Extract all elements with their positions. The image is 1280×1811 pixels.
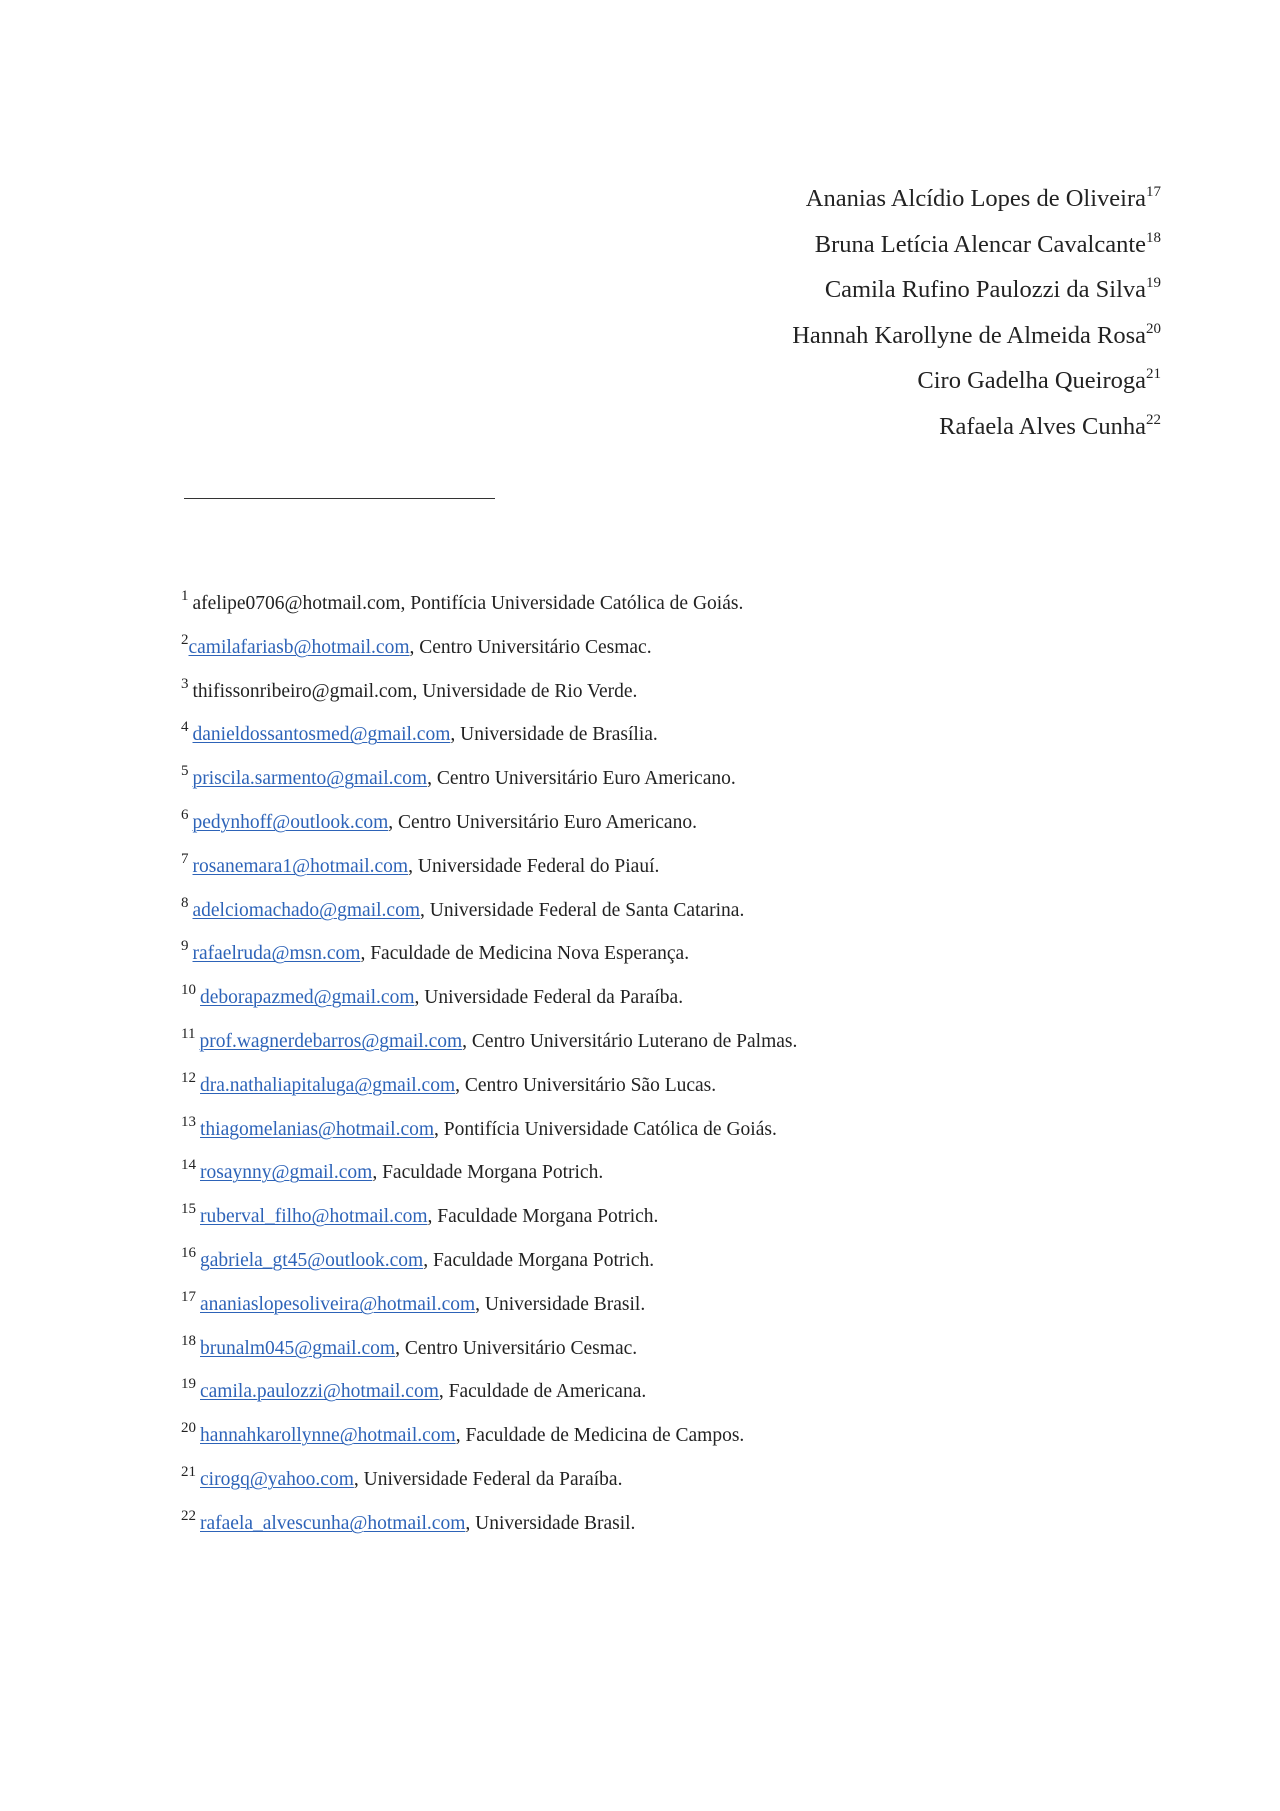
footnote-number: 15	[181, 1201, 196, 1218]
footnote	[181, 1371, 797, 1415]
footnote-affiliation: , Universidade de Rio Verde.	[412, 680, 638, 702]
footnote-email-link[interactable]: rafaela_alvescunha@hotmail.com	[200, 1512, 466, 1534]
footnote-affiliation: , Centro Universitário São Lucas.	[455, 1074, 717, 1096]
author-ref: 21	[1146, 366, 1161, 383]
author-name	[792, 360, 1161, 406]
author-ref: 17	[1146, 184, 1161, 200]
footnote-list	[181, 583, 797, 1547]
footnote-email-link[interactable]: adelciomachado@gmail.com	[192, 899, 420, 921]
footnote-number: 14	[181, 1157, 196, 1174]
author-name	[792, 178, 1161, 224]
footnote-affiliation: , Centro Universitário Cesmac.	[409, 636, 652, 658]
author-name-text: Hannah Karollyne de Almeida Rosa	[792, 321, 1146, 349]
footnote	[181, 1503, 797, 1547]
footnote-number: 5	[181, 763, 189, 780]
footnote	[181, 671, 797, 715]
footnote	[181, 1196, 797, 1240]
author-ref: 20	[1146, 320, 1161, 337]
footnote	[181, 933, 797, 977]
footnote-email-link[interactable]: cirogq@yahoo.com	[200, 1468, 354, 1490]
footnote-number: 21	[181, 1463, 196, 1480]
footnote	[181, 1109, 797, 1153]
author-name	[792, 224, 1161, 270]
footnote	[181, 1240, 797, 1284]
author-name-text: Camila Rufino Paulozzi da Silva	[824, 276, 1146, 304]
footnote-affiliation: , Faculdade Morgana Potrich.	[427, 1206, 659, 1228]
author-name-text: Bruna Letícia Alencar Cavalcante	[814, 230, 1146, 258]
footnote-email-link[interactable]: ananiaslopesoliveira@hotmail.com	[200, 1293, 476, 1315]
footnote-affiliation: , Centro Universitário Euro Americano.	[427, 768, 736, 790]
footnote-number: 17	[181, 1288, 196, 1305]
footnote	[181, 627, 797, 671]
footnote-number: 9	[181, 938, 189, 955]
footnote-affiliation: , Universidade Brasil.	[465, 1512, 636, 1534]
footnote-email-link[interactable]: rosaynny@gmail.com	[200, 1162, 373, 1184]
footnote-number: 20	[181, 1420, 196, 1437]
author-name	[792, 269, 1161, 315]
footnote	[181, 758, 797, 802]
author-name-text: Ananias Alcídio Lopes de Oliveira	[805, 185, 1146, 212]
footnote-number: 11	[181, 1025, 196, 1042]
author-list	[792, 178, 1161, 452]
footnote-email-link[interactable]: prof.wagnerdebarros@gmail.com	[199, 1030, 463, 1052]
footnote-email-link[interactable]: thiagomelanias@hotmail.com	[200, 1118, 435, 1140]
author-ref: 19	[1146, 275, 1161, 292]
footnote-number: 8	[181, 894, 189, 911]
footnote-affiliation: , Universidade Brasil.	[475, 1293, 646, 1315]
footnote-affiliation: , Centro Universitário Euro Americano.	[388, 811, 697, 833]
footnote-affiliation: , Universidade Federal do Piauí.	[408, 855, 660, 877]
footnote	[181, 1328, 797, 1372]
footnote	[181, 802, 797, 846]
author-ref: 22	[1146, 411, 1161, 428]
footnote	[181, 583, 797, 627]
author-name	[792, 406, 1161, 452]
footnote-affiliation: , Universidade de Brasília.	[450, 724, 658, 746]
footnote	[181, 1065, 797, 1109]
footnote-affiliation: , Faculdade de Medicina de Campos.	[455, 1425, 745, 1447]
footnote-email-link[interactable]: pedynhoff@outlook.com	[192, 811, 389, 833]
footnote-affiliation: , Universidade Federal de Santa Catarina.	[420, 899, 745, 921]
footnote-number: 13	[181, 1113, 196, 1130]
footnote-affiliation: , Pontifícia Universidade Católica de Goiás.	[400, 593, 744, 614]
footnote-affiliation: , Universidade Federal da Paraíba.	[414, 987, 684, 1009]
footnote-email: thifissonribeiro@gmail.com	[192, 680, 413, 702]
footnote-email-link[interactable]: ruberval_filho@hotmail.com	[200, 1206, 428, 1228]
author-ref: 18	[1146, 229, 1161, 246]
footnote-email-link[interactable]: camilafariasb@hotmail.com	[188, 636, 410, 658]
footnote-number: 3	[181, 675, 189, 692]
footnote-affiliation: , Pontifícia Universidade Católica de Goiás.	[434, 1118, 777, 1140]
footnote-email-link[interactable]: camila.paulozzi@hotmail.com	[200, 1381, 439, 1403]
footnote-affiliation: , Faculdade de Medicina Nova Esperança.	[360, 943, 690, 965]
footnote	[181, 1021, 797, 1065]
footnote-email-link[interactable]: rafaelruda@msn.com	[192, 943, 361, 965]
footnote-email-link[interactable]: priscila.sarmento@gmail.com	[192, 768, 428, 790]
footnote-affiliation: , Centro Universitário Cesmac.	[395, 1337, 638, 1359]
footnote	[181, 1152, 797, 1196]
footnote-email-link[interactable]: gabriela_gt45@outlook.com	[200, 1249, 424, 1271]
footnote-email-link[interactable]: rosanemara1@hotmail.com	[192, 855, 409, 877]
footnote-number: 6	[181, 806, 189, 823]
footnote-number: 7	[181, 850, 189, 867]
footnote-affiliation: , Centro Universitário Luterano de Palmas.	[462, 1030, 798, 1052]
footnote-email: afelipe0706@hotmail.com	[192, 593, 401, 614]
author-name-text: Rafaela Alves Cunha	[939, 412, 1146, 440]
footnote-email-link[interactable]: brunalm045@gmail.com	[200, 1337, 396, 1359]
footnote-number: 22	[181, 1507, 196, 1524]
footnote-email-link[interactable]: hannahkarollynne@hotmail.com	[200, 1425, 456, 1447]
author-name	[792, 315, 1161, 361]
footnote-number: 12	[181, 1069, 196, 1086]
footnote	[181, 1415, 797, 1459]
author-name-text: Ciro Gadelha Queiroga	[917, 367, 1146, 395]
footnote-number: 16	[181, 1244, 196, 1261]
footnote	[181, 846, 797, 890]
footnote	[181, 977, 797, 1021]
footnote-email-link[interactable]: danieldossantosmed@gmail.com	[192, 724, 451, 746]
footnote-email-link[interactable]: deborapazmed@gmail.com	[200, 987, 415, 1009]
footnote	[181, 714, 797, 758]
footnote	[181, 1284, 797, 1328]
footnote-affiliation: , Universidade Federal da Paraíba.	[353, 1468, 623, 1490]
footnote-email-link[interactable]: dra.nathaliapitaluga@gmail.com	[200, 1074, 456, 1096]
footnote-number: 1	[181, 588, 189, 604]
footnote-number: 4	[181, 719, 189, 736]
footnote-affiliation: , Faculdade de Americana.	[438, 1381, 647, 1403]
footnote-number: 10	[181, 982, 196, 999]
footnote-separator	[184, 498, 495, 499]
footnote-number: 18	[181, 1332, 196, 1349]
footnote-number: 19	[181, 1376, 196, 1393]
footnote-affiliation: , Faculdade Morgana Potrich.	[423, 1249, 655, 1271]
footnote	[181, 1459, 797, 1503]
footnote	[181, 890, 797, 934]
footnote-number: 2	[181, 631, 189, 648]
footnote-affiliation: , Faculdade Morgana Potrich.	[372, 1162, 604, 1184]
